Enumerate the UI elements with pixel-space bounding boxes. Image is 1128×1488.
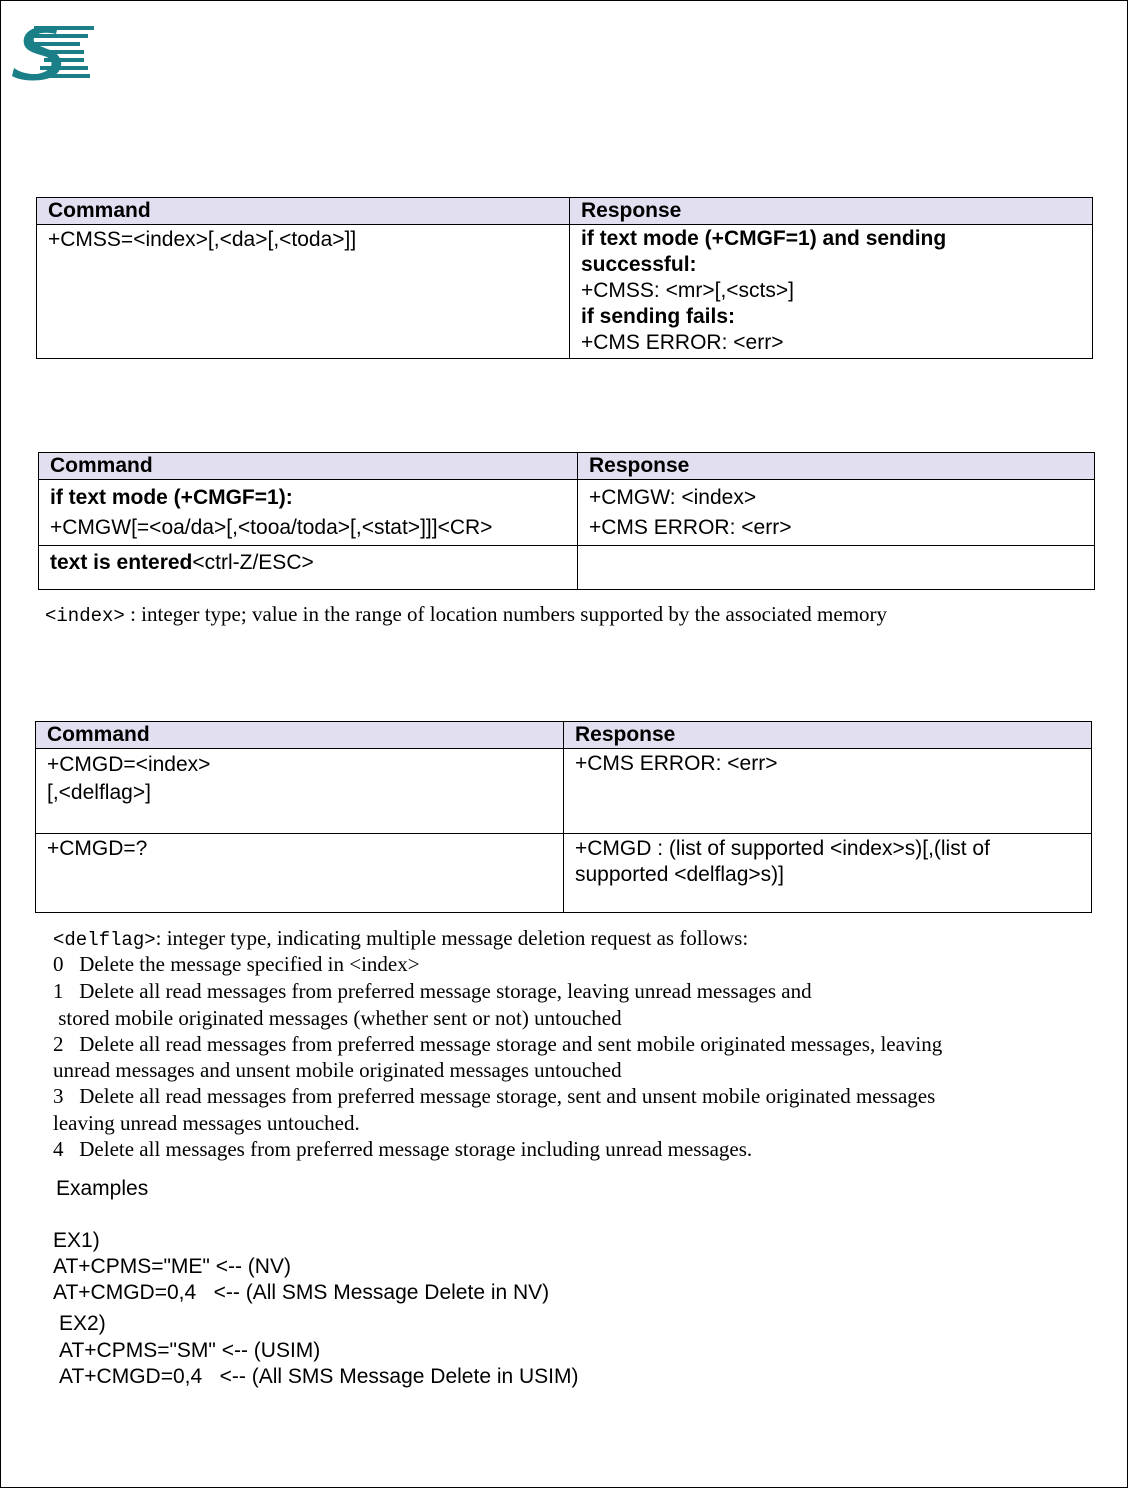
response-cell — [564, 834, 1092, 913]
example-line: AT+CPMS="SM" <-- (USIM) — [59, 1339, 321, 1362]
response-line: if text mode (+CMGF=1) and sending — [581, 227, 947, 250]
delflag-term: <delflag> — [53, 929, 156, 951]
command-text: <ctrl-Z/ESC> — [192, 551, 314, 574]
cmss-table — [36, 197, 1093, 359]
example-line: AT+CMGD=0,4 <-- (All SMS Message Delete in NV) — [53, 1281, 550, 1304]
response-line: +CMSS: <mr>[,<scts>] — [581, 279, 794, 302]
response-line: +CMGD : (list of supported <index>s)[,(list of — [575, 837, 990, 860]
command-syntax: [,<delflag>] — [47, 781, 151, 804]
response-line: supported <delflag>s)] — [575, 863, 784, 886]
response-cell — [570, 225, 1093, 359]
command-syntax: +CMGW[=<oa/da>[,<tooa/toda>[,<stat>]]]<CR> — [50, 516, 493, 539]
index-term: <index> — [45, 605, 125, 627]
index-description — [45, 601, 887, 629]
delflag-description — [53, 925, 748, 953]
delflag-line: 1 Delete all read messages from preferred message storage, leaving unread messages and — [53, 979, 812, 1003]
command-header: Command — [37, 198, 570, 225]
delflag-line: stored mobile originated messages (whether sent or not) untouched — [53, 1006, 622, 1030]
delflag-line: 2 Delete all read messages from preferred message storage and sent mobile originated messages, leaving — [53, 1032, 943, 1056]
table-row — [36, 749, 1092, 834]
cmgw-table — [38, 452, 1095, 590]
response-line: +CMS ERROR: <err> — [589, 516, 792, 539]
response-header: Response — [564, 722, 1092, 749]
example-label: EX2) — [59, 1312, 106, 1335]
delflag-line: 0 Delete the message specified in <index> — [53, 952, 420, 976]
response-cell — [578, 546, 1095, 590]
delflag-intro: : integer type, indicating multiple message deletion request as follows: — [155, 926, 749, 950]
example-line: AT+CMGD=0,4 <-- (All SMS Message Delete in USIM) — [59, 1365, 579, 1388]
response-cell: +CMS ERROR: <err> — [564, 749, 1092, 834]
table-header-row — [37, 198, 1093, 225]
response-line: if sending fails: — [581, 305, 736, 328]
table-row — [39, 546, 1095, 590]
company-logo-icon — [10, 24, 96, 82]
delflag-line: 3 Delete all read messages from preferred message storage, sent and unsent mobile originated messages — [53, 1084, 936, 1108]
response-line: +CMS ERROR: <err> — [581, 331, 784, 354]
table-header-row — [39, 453, 1095, 480]
delflag-line: unread messages and unsent mobile originated messages untouched — [53, 1058, 622, 1082]
command-cell — [39, 480, 578, 546]
command-syntax: +CMGD=<index> — [47, 753, 211, 776]
index-text: : integer type; value in the range of location numbers supported by the associated memory — [130, 602, 888, 626]
command-text-bold: text is entered — [50, 551, 193, 574]
response-cell — [578, 480, 1095, 546]
command-cell: +CMGD=? — [36, 834, 564, 913]
command-header: Command — [39, 453, 578, 480]
table-header-row — [36, 722, 1092, 749]
example-line: AT+CPMS="ME" <-- (NV) — [53, 1255, 291, 1278]
cmgd-table — [35, 721, 1092, 913]
response-header: Response — [570, 198, 1093, 225]
examples-title: Examples — [56, 1177, 149, 1200]
table-row — [36, 834, 1092, 913]
command-condition: if text mode (+CMGF=1): — [50, 486, 293, 509]
command-cell — [39, 546, 578, 590]
delflag-line: 4 Delete all messages from preferred message storage including unread messages. — [53, 1137, 753, 1161]
example-label: EX1) — [53, 1229, 100, 1252]
delflag-line: leaving unread messages untouched. — [53, 1111, 360, 1135]
response-header: Response — [578, 453, 1095, 480]
table-row — [37, 225, 1093, 359]
table-row — [39, 480, 1095, 546]
command-header: Command — [36, 722, 564, 749]
response-line: successful: — [581, 253, 697, 276]
command-cell — [36, 749, 564, 834]
command-cell: +CMSS=<index>[,<da>[,<toda>]] — [37, 225, 570, 359]
response-line: +CMGW: <index> — [589, 486, 757, 509]
